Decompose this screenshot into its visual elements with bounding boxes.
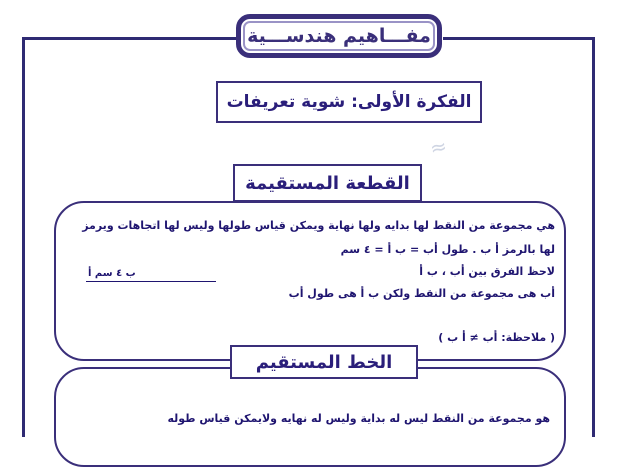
line-definition: هو مجموعة من النقط ليس له بداية وليس له نهايه ولايمكن قياس طوله xyxy=(167,412,550,425)
watermark-mark: ≈ xyxy=(427,133,450,161)
frame-left xyxy=(22,37,25,437)
segment-note-diff: لاحظ الفرق بين أب ، ب أ xyxy=(419,265,555,278)
segment-definition: هي مجموعة من النقط لها بدايه ولها نهاية ويمكن قياس طولها وليس لها اتجاهات ويرمز xyxy=(82,219,555,232)
segment-heading xyxy=(233,164,422,202)
segment-diagram-line xyxy=(86,281,216,282)
segment-diagram-labels: ب ٤ سم أ xyxy=(88,268,136,279)
section-heading-label: الفكرة الأولى: شوية تعريفات xyxy=(226,92,472,112)
frame-top-left xyxy=(22,37,237,40)
section-heading xyxy=(216,81,482,123)
segment-explanation: أب هى مجموعة من النقط ولكن ب أ هى طول أب xyxy=(288,287,555,300)
line-heading-label: الخط المستقيم xyxy=(255,351,393,373)
segment-heading-label: القطعة المستقيمة xyxy=(245,172,410,194)
frame-top-right xyxy=(443,37,595,40)
segment-remark: ( ملاحظة: أب ≠ أ ب ) xyxy=(438,331,555,344)
frame-right xyxy=(592,37,595,437)
line-heading xyxy=(230,345,418,379)
segment-symbol: لها بالرمز أ ب . طول أب = ب أ = ٤ سم xyxy=(340,243,555,256)
page-title: مفـــاهيم هندســـية xyxy=(247,25,431,47)
page-title-tab xyxy=(236,14,442,58)
